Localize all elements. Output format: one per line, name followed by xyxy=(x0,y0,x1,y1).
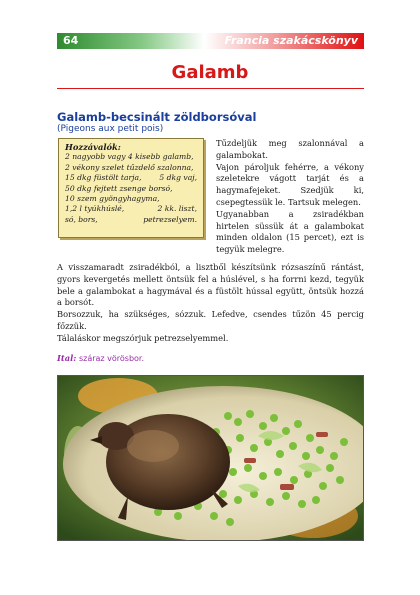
method-body xyxy=(57,262,364,345)
ingredient-item: 1,2 l tyúkhúslé, xyxy=(65,204,125,214)
ingredient-item: petrezselyem. xyxy=(143,214,197,224)
dish-photo xyxy=(57,375,364,541)
method-paragraph: Tűzdeljük meg szalonnával a galambokat. xyxy=(216,138,364,160)
body-paragraph: Borsozzuk, ha szükséges, sózzuk. Lefedve, csendes tűzön 45 percig főzzük. xyxy=(57,309,364,331)
ingredient-item: 15 dkg füstölt tarja, xyxy=(65,173,142,183)
drink-suggestion xyxy=(57,353,144,365)
ingredient-line xyxy=(65,215,197,225)
method-paragraph: Vajon pároljuk fehérre, a vékony szeletekre vágott tarját és a hagymafejeket. Szedjük ki, csepegtessük le. Tartsuk melegen. xyxy=(216,161,364,207)
ingredient-item: 2 kk. liszt, xyxy=(157,204,197,214)
body-paragraph: A visszamaradt zsiradékból, a lisztből készítsünk rózsaszínű rántást, gyors kevergetés mellett öntsük fel a húslével, s ha forrni kezd, tegyük bele a galambokat a hagymával és a füstölt hússal együtt, öntsük hozzá a borsót. xyxy=(57,262,364,308)
ingredient-line xyxy=(65,173,197,183)
drink-value: száraz vörösbor. xyxy=(78,354,145,363)
recipe-title: Galamb-becsinált zöldborsóval xyxy=(57,110,257,124)
ingredients-heading: Hozzávalók: xyxy=(65,142,121,152)
chapter-title: Galamb xyxy=(171,62,249,83)
ingredient-item: só, bors, xyxy=(65,214,98,224)
ingredient-line xyxy=(65,194,197,204)
recipe-subtitle: (Pigeons aux petit pois) xyxy=(57,124,164,134)
ingredient-line xyxy=(65,163,197,173)
page-number: 64 xyxy=(63,34,79,47)
ingredient-line xyxy=(65,152,197,162)
ingredient-item: 2 nagyobb vagy 4 kisebb galamb, xyxy=(65,152,194,162)
ingredient-item: 5 dkg vaj, xyxy=(159,173,197,183)
chapter-divider xyxy=(57,88,364,89)
method-paragraph: Ugyanabban a zsiradékban hirtelen süssük át a galambokat minden oldalon (15 percet), ezt is tegyük melegre. xyxy=(216,208,364,255)
ingredients-box xyxy=(58,138,204,238)
drink-label: Ital: xyxy=(57,353,77,363)
body-paragraph: Tálaláskor megszórjuk petrezselyemmel. xyxy=(57,332,229,343)
method-column xyxy=(216,138,364,256)
ingredient-item: 2 vékony szelet tűzdelő szalonna, xyxy=(65,162,194,172)
ingredient-line xyxy=(65,184,197,194)
ingredient-item: 50 dkg fejtett zsenge borsó, xyxy=(65,183,173,193)
page-header xyxy=(57,33,364,49)
ingredient-item: 10 szem gyöngyhagyma, xyxy=(65,194,160,204)
dish-photo-icon xyxy=(58,376,363,540)
book-title: Francia szakácskönyv xyxy=(224,34,358,47)
ingredient-line xyxy=(65,204,197,214)
ingredients-list xyxy=(65,152,197,225)
